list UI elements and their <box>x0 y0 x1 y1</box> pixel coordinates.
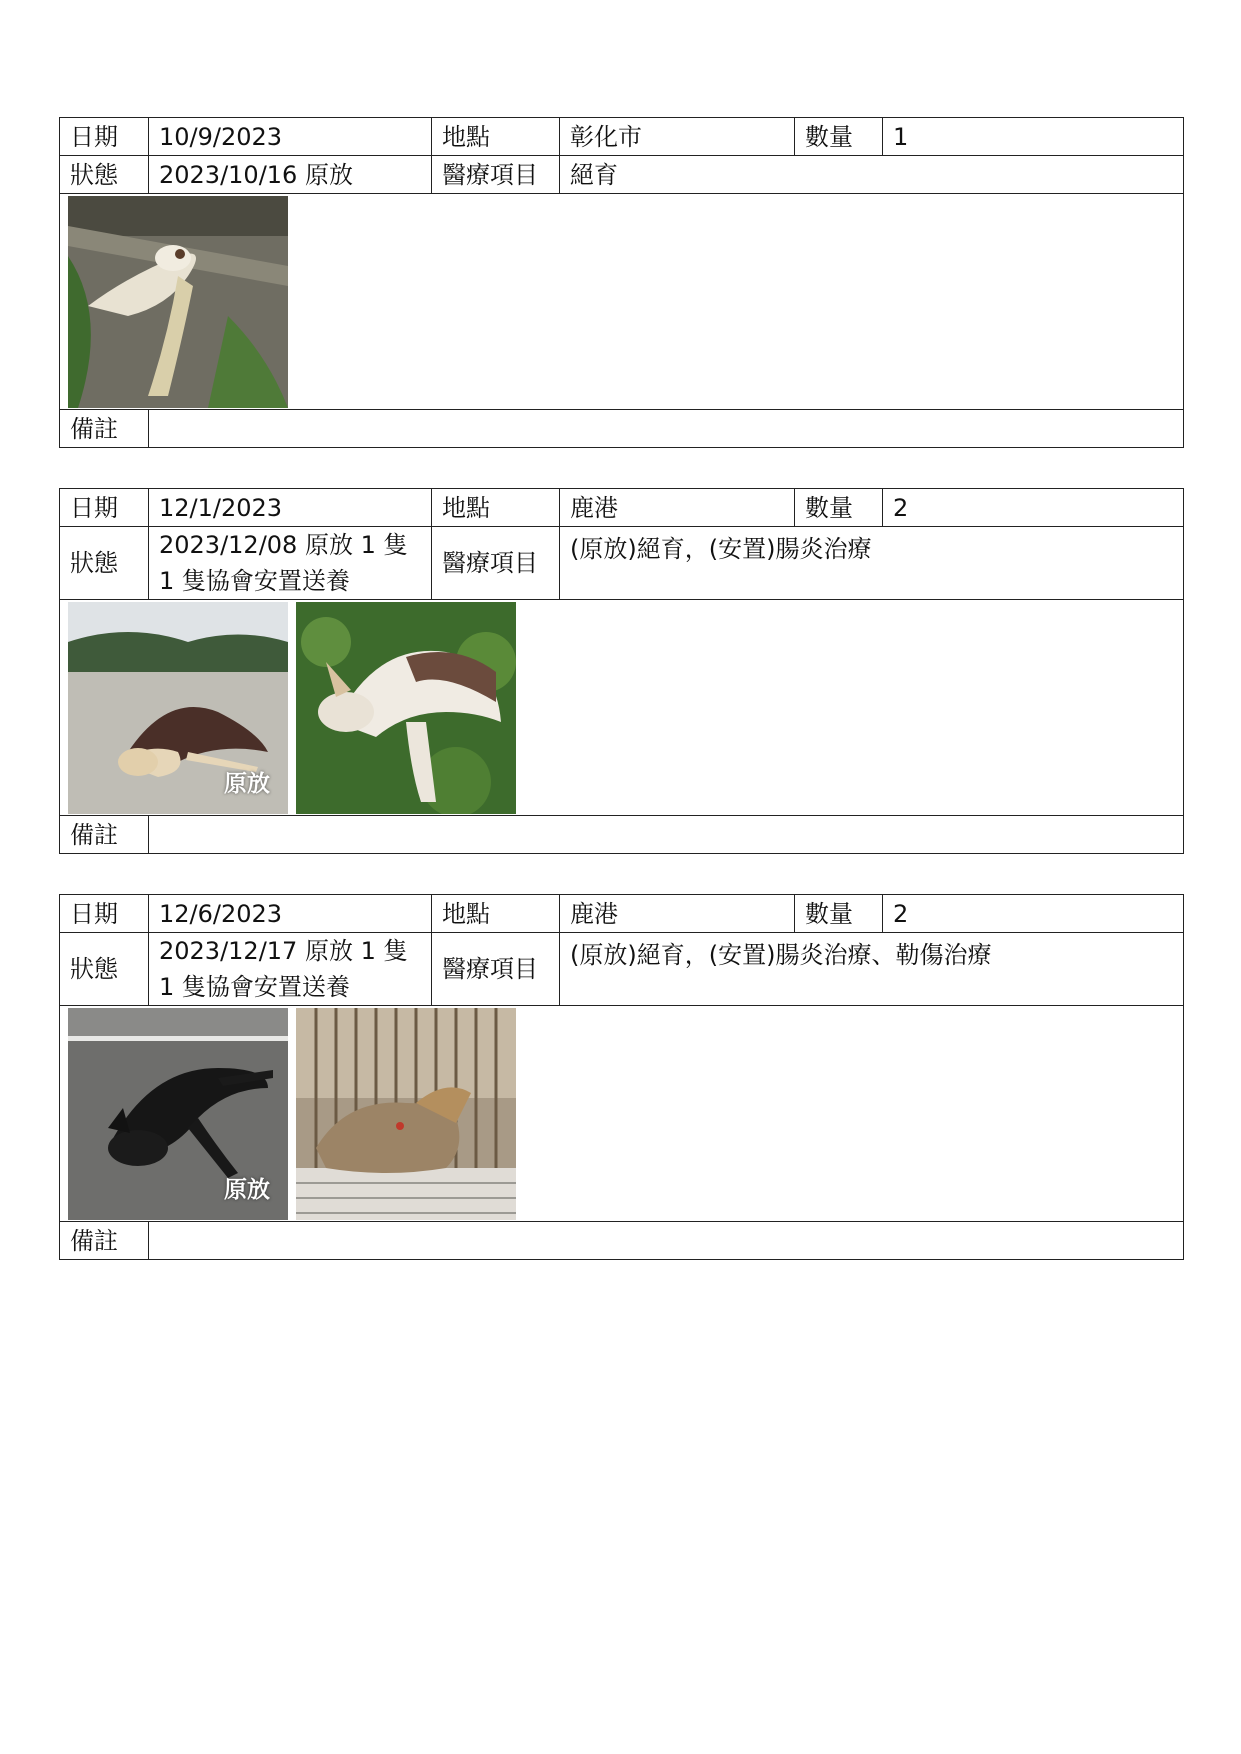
quantity-value: 1 <box>883 118 1184 156</box>
status-line-2: 1 隻協會安置送養 <box>159 973 350 1001</box>
status-line-2: 1 隻協會安置送養 <box>159 567 350 595</box>
remarks-value <box>149 410 1184 448</box>
status-line-1: 2023/12/08 原放 1 隻 <box>159 531 408 559</box>
quantity-value: 2 <box>883 489 1184 527</box>
dog-photo-sheltered <box>296 1008 516 1220</box>
quantity-label: 數量 <box>795 895 883 933</box>
status-value <box>149 527 432 600</box>
date-value: 12/6/2023 <box>149 895 432 933</box>
date-label: 日期 <box>60 895 149 933</box>
dog-photo <box>68 196 288 408</box>
status-label: 狀態 <box>60 933 149 1006</box>
medical-value: 絕育 <box>560 156 1184 194</box>
date-value: 12/1/2023 <box>149 489 432 527</box>
photo-cell <box>60 600 1184 816</box>
medical-value: (原放)絕育，(安置)腸炎治療 <box>560 527 1184 600</box>
date-label: 日期 <box>60 118 149 156</box>
medical-value: (原放)絕育，(安置)腸炎治療、勒傷治療 <box>560 933 1184 1006</box>
location-value: 鹿港 <box>560 895 795 933</box>
release-stamp: 原放 <box>224 1177 270 1203</box>
photo-cell <box>60 194 1184 410</box>
dog-photo-released <box>68 602 288 814</box>
location-value: 鹿港 <box>560 489 795 527</box>
remarks-value <box>149 1222 1184 1260</box>
quantity-label: 數量 <box>795 118 883 156</box>
date-value: 10/9/2023 <box>149 118 432 156</box>
record-3 <box>59 894 1183 1260</box>
remarks-label: 備註 <box>60 1222 149 1260</box>
location-label: 地點 <box>432 489 560 527</box>
status-value <box>149 933 432 1006</box>
photo-cell <box>60 1006 1184 1222</box>
dog-photo-sheltered <box>296 602 516 814</box>
medical-label: 醫療項目 <box>432 527 560 600</box>
quantity-value: 2 <box>883 895 1184 933</box>
record-1 <box>59 117 1183 448</box>
status-line-1: 2023/12/17 原放 1 隻 <box>159 937 408 965</box>
record-table <box>59 117 1184 448</box>
record-2 <box>59 488 1183 854</box>
medical-label: 醫療項目 <box>432 933 560 1006</box>
location-label: 地點 <box>432 118 560 156</box>
remarks-label: 備註 <box>60 816 149 854</box>
status-label: 狀態 <box>60 156 149 194</box>
release-stamp: 原放 <box>224 771 270 797</box>
quantity-label: 數量 <box>795 489 883 527</box>
remarks-label: 備註 <box>60 410 149 448</box>
status-value: 2023/10/16 原放 <box>149 156 432 194</box>
status-label: 狀態 <box>60 527 149 600</box>
dog-photo-released <box>68 1008 288 1220</box>
record-table <box>59 894 1184 1260</box>
medical-label: 醫療項目 <box>432 156 560 194</box>
record-table <box>59 488 1184 854</box>
remarks-value <box>149 816 1184 854</box>
location-value: 彰化市 <box>560 118 795 156</box>
location-label: 地點 <box>432 895 560 933</box>
date-label: 日期 <box>60 489 149 527</box>
